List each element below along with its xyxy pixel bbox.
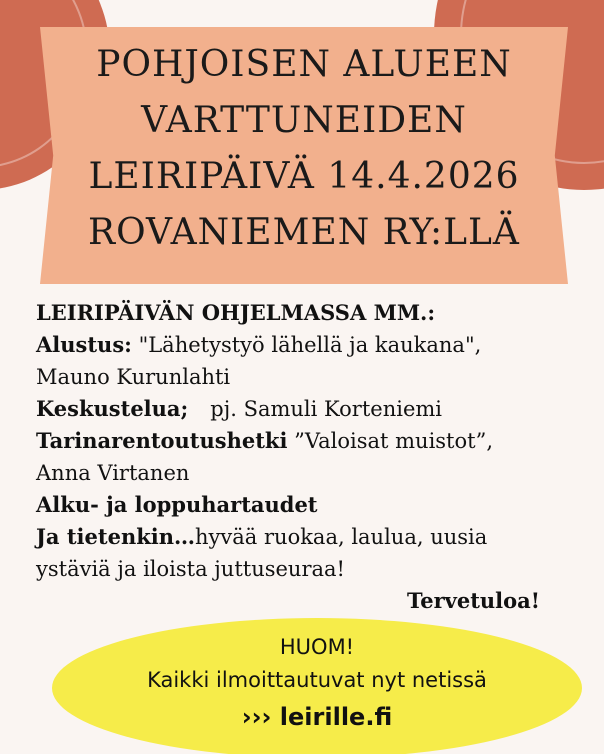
item-label: Ja tietenkin… [36,524,196,549]
program-item-alustus [36,329,596,361]
program-item-hartaudet [36,489,596,521]
item-text: ”Valoisat muistot”, [287,429,493,453]
program-item-ja-tietenkin [36,521,596,553]
title-line-3: LEIRIPÄIVÄ 14.4.2026 [88,156,520,197]
welcome-text: Tervetuloa! [407,588,540,613]
item-text: Anna Virtanen [36,461,190,485]
arrow-icon: ››› [241,703,272,731]
item-text: "Lähetystyö lähellä ja kaukana", [131,333,482,357]
notice-box [52,632,582,736]
item-label: Keskustelua; [36,396,189,421]
title-line-2: VARTTUNEIDEN [141,100,467,141]
notice-link-line[interactable] [52,698,582,736]
item-text: pj. Samuli Korteniemi [210,397,443,421]
item-label: Alku- ja loppuhartaudet [36,492,318,517]
item-text: Mauno Kurunlahti [36,365,231,389]
item-text: ystäviä ja iloista juttuseuraa! [36,557,345,581]
program-item-alustus-speaker [36,361,596,393]
title-line-4: ROVANIEMEN RY:LLÄ [88,212,520,253]
item-label: Alustus: [36,332,132,357]
program-section [36,297,596,585]
program-heading: LEIRIPÄIVÄN OHJELMASSA MM.: [36,300,436,325]
program-item-tarinarentoutus-speaker [36,457,596,489]
title-line-1: POHJOISEN ALUEEN [96,44,512,85]
event-title [40,37,568,261]
registration-link[interactable]: leirille.fi [279,703,393,731]
item-text: hyvää ruokaa, laulua, uusia [195,525,488,549]
program-item-keskustelua [36,393,596,425]
notice-text: Kaikki ilmoittautuvat nyt netissä [147,668,487,692]
program-item-tarinarentoutus [36,425,596,457]
notice-title: HUOM! [279,635,355,659]
item-label: Tarinarentoutushetki [36,428,288,453]
program-item-ja-tietenkin-cont [36,553,596,585]
